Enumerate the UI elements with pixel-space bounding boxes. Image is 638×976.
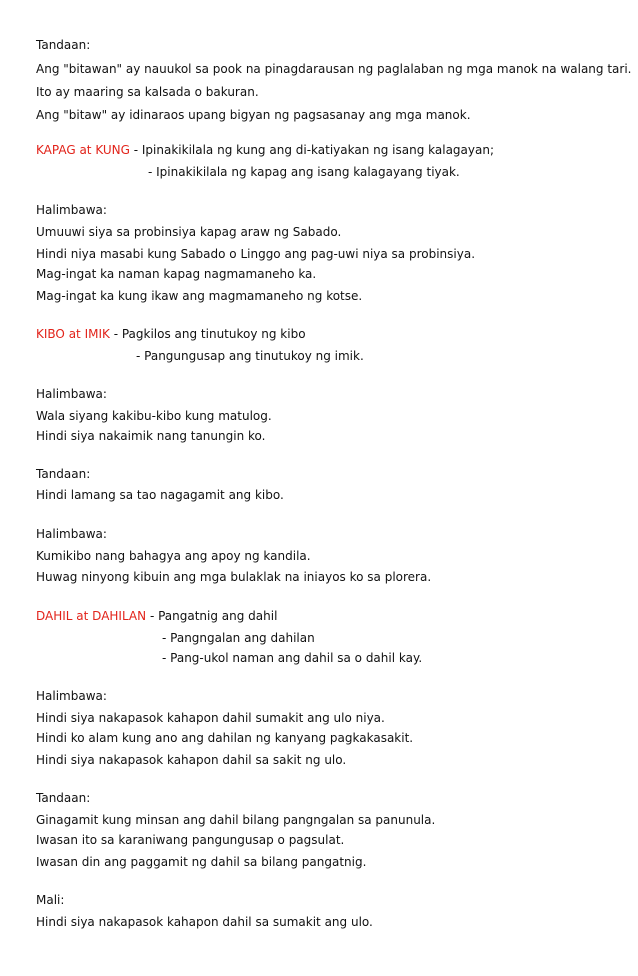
- example-label: Halimbawa:: [36, 527, 107, 541]
- example-line: Hindi siya nakapasok kahapon dahil sa sakit ng ulo.: [36, 753, 347, 767]
- example-line: Mag-ingat ka kung ikaw ang magmamaneho ng kotse.: [36, 289, 363, 303]
- definition-text: - Pagkilos ang tinutukoy ng kibo: [109, 327, 306, 341]
- note-label: Tandaan:: [36, 38, 91, 52]
- example-line: Kumikibo nang bahagya ang apoy ng kandila.: [36, 549, 311, 563]
- definition-line: [36, 326, 306, 342]
- text-line: Ang "bitawan" ay nauukol sa pook na pinagdarausan ng paglalaban ng mga manok na walang tari.: [36, 62, 632, 76]
- example-line: Hindi niya masabi kung Sabado o Linggo ang pag-uwi niya sa probinsiya.: [36, 247, 476, 261]
- definition-line: [36, 608, 277, 624]
- text-line: Iwasan din ang paggamit ng dahil sa bilang pangatnig.: [36, 855, 367, 869]
- example-label: Halimbawa:: [36, 387, 107, 401]
- term-heading-kibo-imik: KIBO at IMIK: [36, 327, 110, 341]
- text-line: Ang "bitaw" ay idinaraos upang bigyan ng pagsasanay ang mga manok.: [36, 108, 471, 122]
- definition-line: - Pang-ukol naman ang dahil sa o dahil kay.: [162, 651, 423, 665]
- note-label: Tandaan:: [36, 467, 91, 481]
- definition-line: - Pangungusap ang tinutukoy ng imik.: [136, 349, 364, 363]
- wrong-example-label: Mali:: [36, 893, 65, 907]
- example-line: Huwag ninyong kibuin ang mga bulaklak na iniayos ko sa plorera.: [36, 570, 432, 584]
- note-label: Tandaan:: [36, 791, 91, 805]
- example-line: Wala siyang kakibu-kibo kung matulog.: [36, 409, 272, 423]
- term-heading-kapag-kung: KAPAG at KUNG: [36, 143, 130, 157]
- definition-text: - Ipinakikilala ng kung ang di-katiyakan ng isang kalagayan;: [129, 143, 494, 157]
- example-label: Halimbawa:: [36, 203, 107, 217]
- text-line: Ito ay maaring sa kalsada o bakuran.: [36, 85, 259, 99]
- example-line: Hindi ko alam kung ano ang dahilan ng kanyang pagkakasakit.: [36, 731, 414, 745]
- definition-text: - Pangatnig ang dahil: [146, 609, 278, 623]
- example-label: Halimbawa:: [36, 689, 107, 703]
- example-line: Mag-ingat ka naman kapag nagmamaneho ka.: [36, 267, 317, 281]
- text-line: Ginagamit kung minsan ang dahil bilang pangngalan sa panunula.: [36, 813, 436, 827]
- example-line: Hindi siya nakapasok kahapon dahil sa sumakit ang ulo.: [36, 915, 373, 929]
- definition-line: - Ipinakikilala ng kapag ang isang kalagayang tiyak.: [148, 165, 460, 179]
- example-line: Hindi siya nakapasok kahapon dahil sumakit ang ulo niya.: [36, 711, 385, 725]
- example-line: Hindi siya nakaimik nang tanungin ko.: [36, 429, 266, 443]
- definition-line: [36, 142, 494, 158]
- example-line: Umuuwi siya sa probinsiya kapag araw ng Sabado.: [36, 225, 342, 239]
- term-heading-dahil-dahilan: DAHIL at DAHILAN: [36, 609, 147, 623]
- text-line: Iwasan ito sa karaniwang pangungusap o pagsulat.: [36, 833, 345, 847]
- text-line: Hindi lamang sa tao nagagamit ang kibo.: [36, 488, 284, 502]
- definition-line: - Pangngalan ang dahilan: [162, 631, 315, 645]
